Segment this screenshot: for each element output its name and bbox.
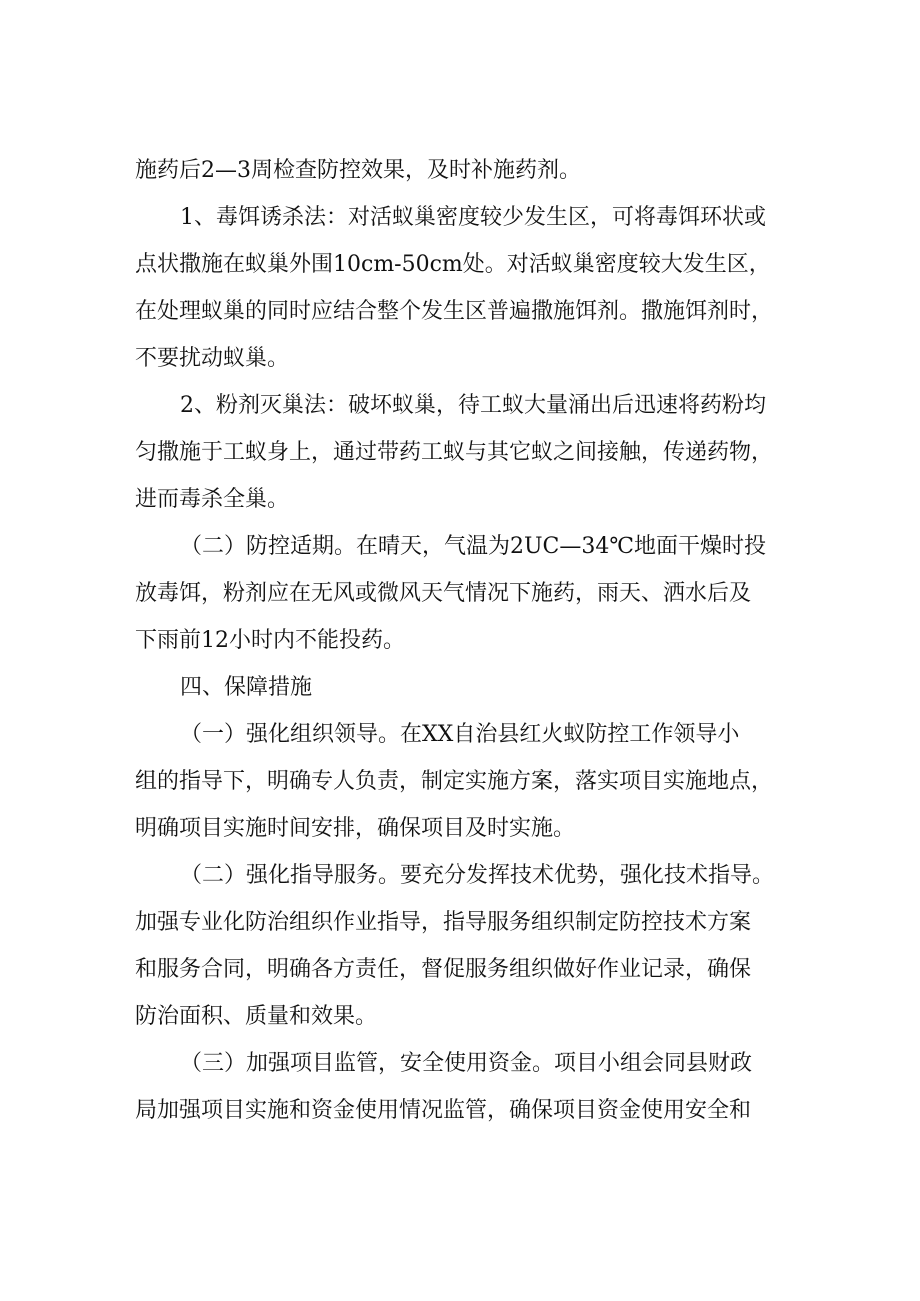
text-line-content: 局加强项目实施和资金使用情况监管，确保项目资金使用安全和	[135, 1098, 752, 1123]
text-line-content: 进而毒杀全巢。	[135, 487, 290, 512]
text-line-content: 下雨前12小时内不能投药。	[135, 628, 405, 653]
text-line-content: 放毒饵，粉剂应在无风或微风天气情况下施药，雨天、洒水后及	[135, 581, 752, 606]
text-line-content: （二）强化指导服务。要充分发挥技术优势，强化技术指导。	[180, 863, 775, 888]
text-line-content: 点状撒施在蚁巢外围10cm-50cm处。对活蚁巢密度较大发生区，	[135, 252, 771, 277]
section-heading-text: 四、保障措施	[180, 675, 313, 700]
text-line-content: （三）加强项目监管，安全使用资金。项目小组会同县财政	[180, 1051, 753, 1076]
text-line-content: 加强专业化防治组织作业指导，指导服务组织制定防控技术方案	[135, 910, 752, 935]
text-line-content: 匀撒施于工蚁身上，通过带药工蚁与其它蚁之间接触，传递药物，	[135, 440, 774, 465]
text-line-content: 2、粉剂灭巢法：破坏蚁巢，待工蚁大量涌出后迅速将药粉均	[180, 393, 766, 418]
text-line-content: 组的指导下，明确专人负责，制定实施方案，落实项目实施地点，	[135, 769, 774, 794]
text-line-content: 施药后2—3周检查防控效果，及时补施药剂。	[135, 158, 581, 183]
text-line-content: （一）强化组织领导。在XX自治县红火蚁防控工作领导小	[180, 722, 740, 747]
text-line-content: 防治面积、质量和效果。	[135, 1004, 378, 1029]
text-line-content: 1、毒饵诱杀法：对活蚁巢密度较少发生区，可将毒饵环状或	[180, 205, 766, 230]
text-line-content: （二）防控适期。在晴天，气温为2UC—34℃地面干燥时投	[180, 534, 766, 559]
text-line-content: 明确项目实施时间安排，确保项目及时实施。	[135, 816, 576, 841]
text-line-content: 和服务合同，明确各方责任，督促服务组织做好作业记录，确保	[135, 957, 752, 982]
text-line-content: 不要扰动蚁巢。	[135, 346, 290, 371]
text-line-content: 在处理蚁巢的同时应结合整个发生区普遍撒施饵剂。撒施饵剂时，	[135, 299, 774, 324]
